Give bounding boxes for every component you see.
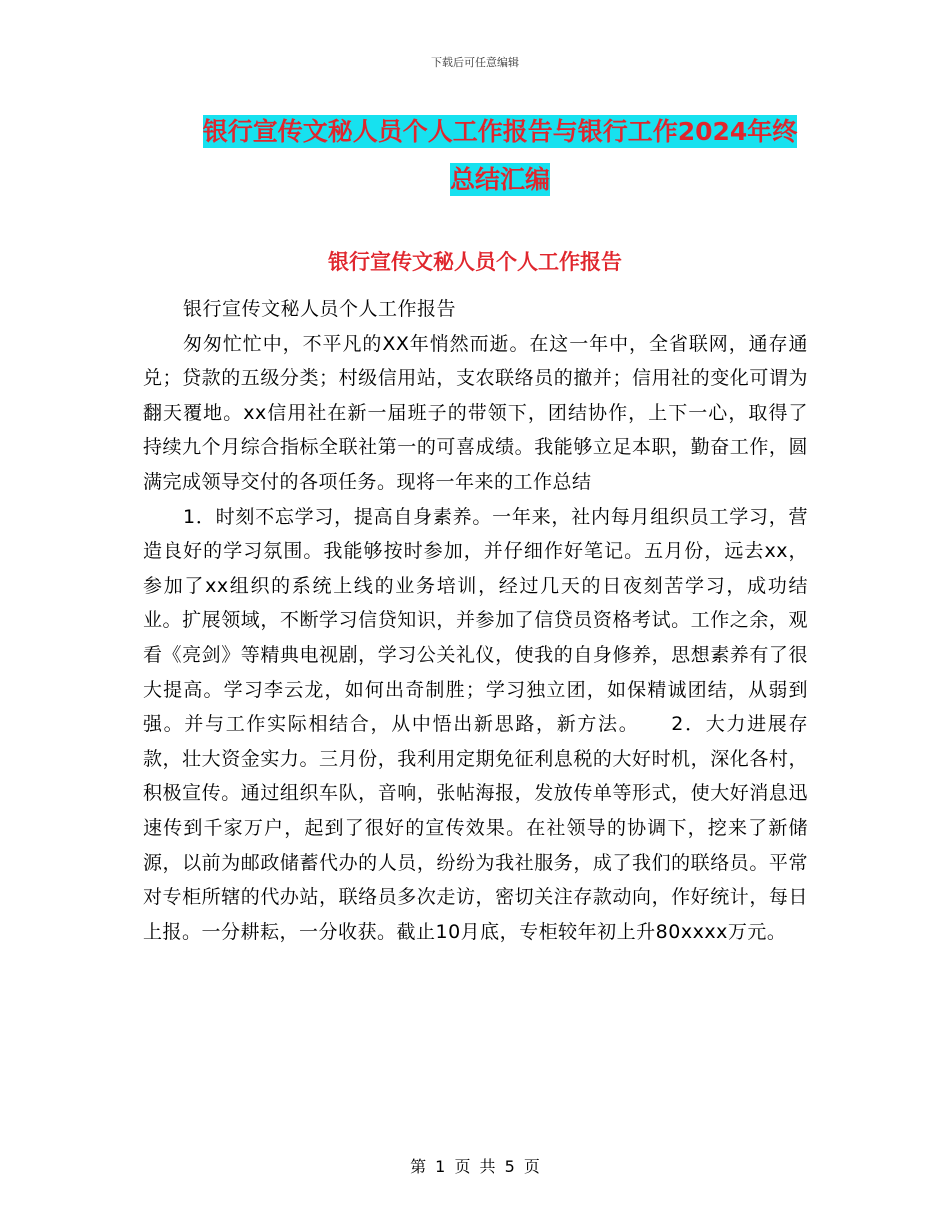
body-paragraph: 1．时刻不忘学习，提高自身素养。一年来，社内每月组织员工学习，营造良好的学习氛围。我能够按时参加，并仔细作好笔记。五月份，远去xx，参加了xx组织的系统上线的业务培训，经过几天的日夜刻苦学习，成功结业。扩展领域，不断学习信贷知识，并参加了信贷员资格考试。工作之余，观看《亮剑》等精典电视剧，学习公关礼仪，使我的自身修养，思想素养有了很大提高。学习李云龙，如何出奇制胜；学习独立团，如保精诚团结，从弱到强。并与工作实际相结合，从中悟出新思路，新方法。 2．大力进展存款，壮大资金实力。三月份，我利用定期免征利息税的大好时机，深化各村，积极宣传。通过组织车队，音响，张帖海报，发放传单等形式，使大好消息迅速传到千家万户，起到了很好的宣传效果。在社领导的协调下，挖来了新储源，以前为邮政储蓄代办的人员，纷纷为我社服务，成了我们的联络员。平常对专柜所辖的代办站，联络员多次走访，密切关注存款动向，作好统计，每日上报。一分耕耘，一分收获。截止10月底，专柜较年初上升80xxxx万元。 [143, 505, 808, 943]
header-note: 下载后可任意编辑 [431, 56, 519, 69]
document-title [150, 108, 850, 204]
body-paragraph: 银行宣传文秘人员个人工作报告 [183, 298, 457, 320]
title-line-1: 银行宣传文秘人员个人工作报告与银行工作2024年终 [202, 117, 798, 146]
body-paragraph: 匆匆忙忙中，不平凡的XX年悄然而逝。在这一年中，全省联网，通存通兑；贷款的五级分类；村级信用站，支农联络员的撤并；信用社的变化可谓为翻天覆地。xx信用社在新一届班子的带领下，团结协作，上下一心，取得了持续九个月综合指标全联社第一的可喜成绩。我能够立足本职，勤奋工作，圆满完成领导交付的各项任务。现将一年来的工作总结 [143, 332, 808, 493]
document-body [143, 292, 808, 949]
page-footer: 第 1 页 共 5 页 [410, 1157, 540, 1176]
title-line-2: 总结汇编 [449, 165, 550, 194]
section-title: 银行宣传文秘人员个人工作报告 [328, 250, 622, 274]
